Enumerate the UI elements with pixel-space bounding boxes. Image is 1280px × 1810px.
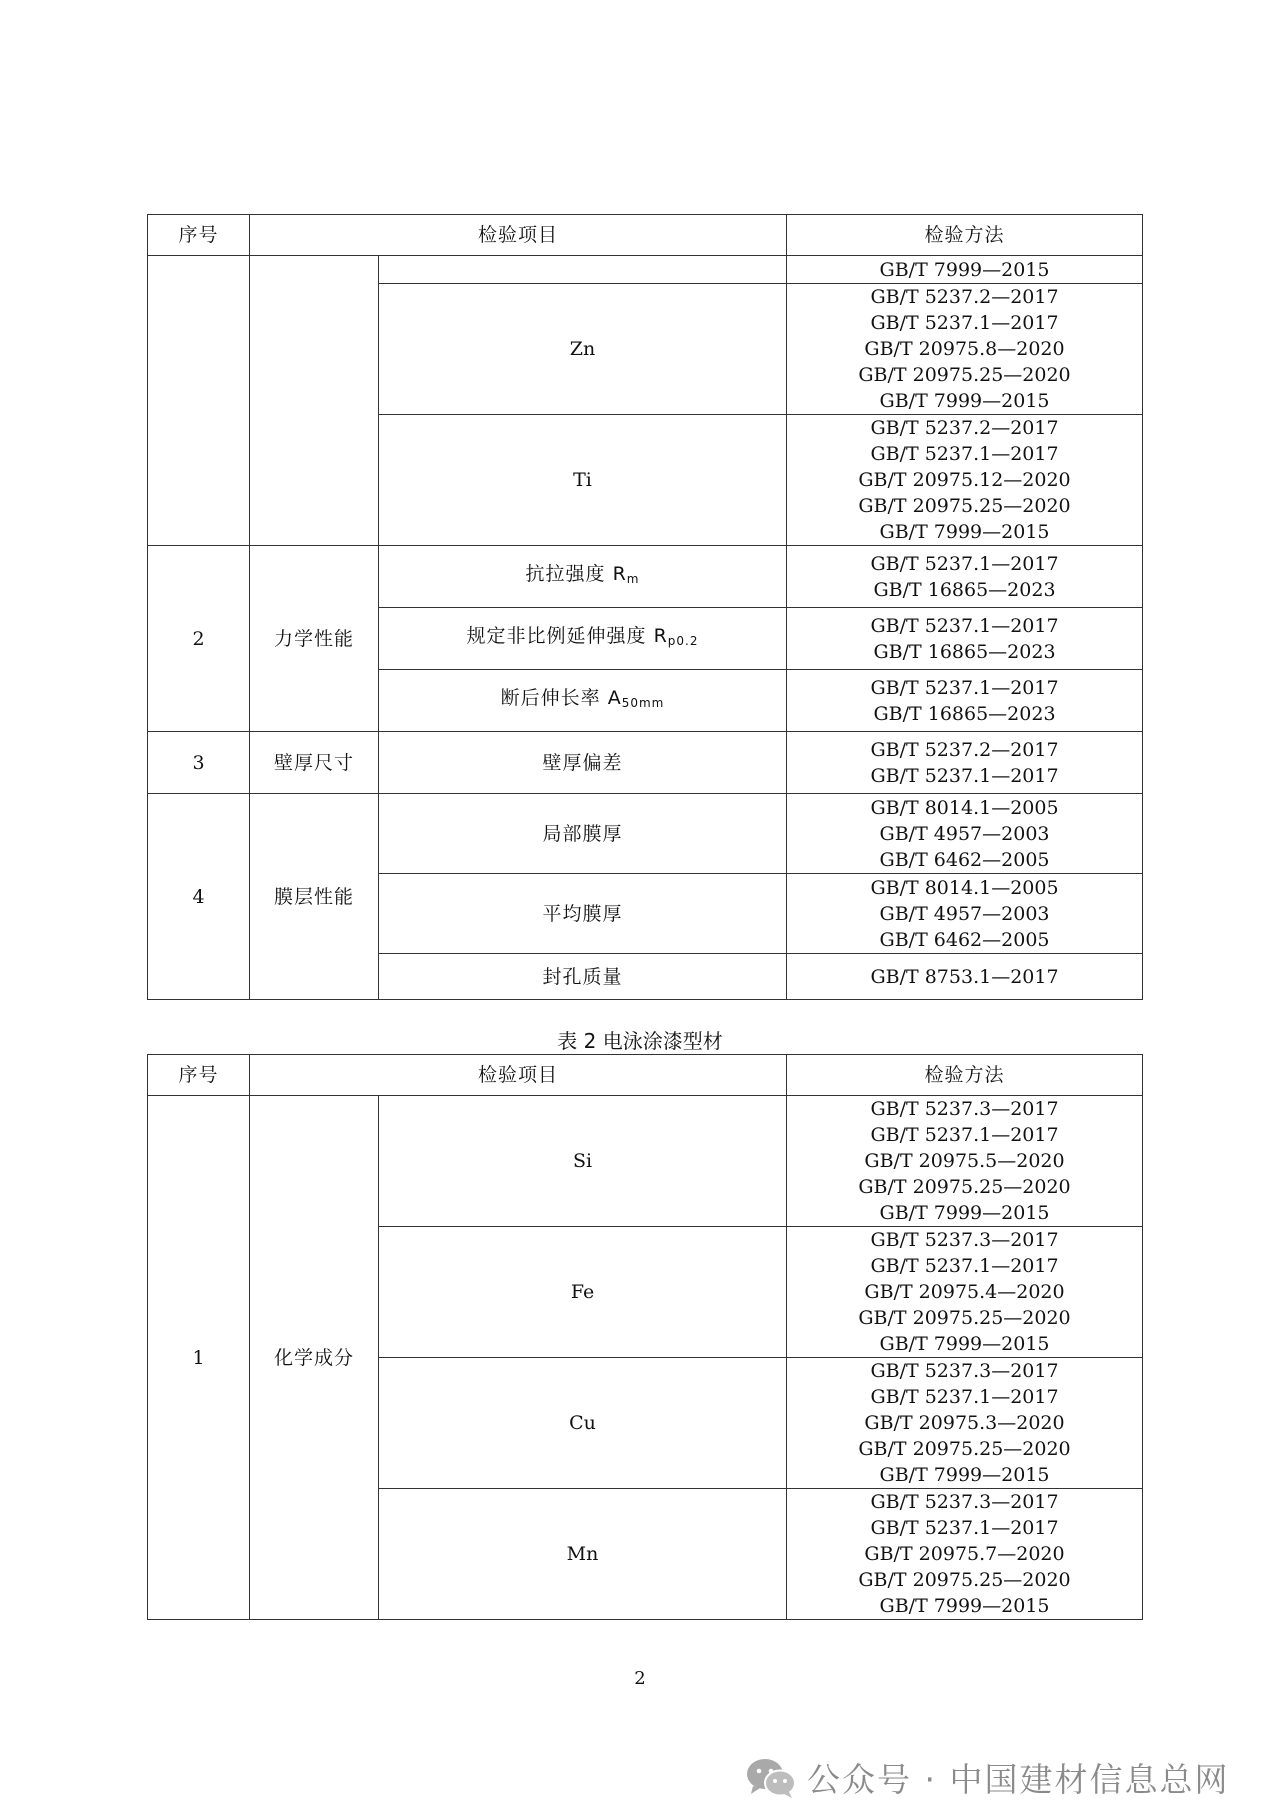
item-label: 规定非比例延伸强度 R <box>466 625 668 647</box>
standard-code: GB/T 7999—2015 <box>879 521 1050 543</box>
category-cell <box>250 256 379 546</box>
item-label: 断后伸长率 A <box>500 687 622 709</box>
standard-code: GB/T 5237.2—2017 <box>870 286 1059 308</box>
standard-code: GB/T 7999—2015 <box>879 1595 1050 1617</box>
table-1 <box>147 214 1143 1000</box>
element-cell-cu: Cu <box>379 1358 787 1489</box>
element-cell-si: Si <box>379 1096 787 1227</box>
standard-code: GB/T 5237.1—2017 <box>870 1124 1059 1146</box>
category-cell: 化学成分 <box>250 1096 379 1620</box>
seq-cell <box>148 256 250 546</box>
standard-code: GB/T 5237.1—2017 <box>870 676 1059 699</box>
item-label: 抗拉强度 R <box>525 563 627 585</box>
seq-cell: 3 <box>148 732 250 794</box>
method-cell <box>787 284 1143 415</box>
standard-code: GB/T 20975.25—2020 <box>858 1307 1071 1329</box>
item-subscript: p0.2 <box>667 634 699 648</box>
standard-code: GB/T 20975.4—2020 <box>864 1281 1065 1303</box>
standard-code: GB/T 5237.3—2017 <box>870 1360 1059 1382</box>
item-subscript: 50mm <box>621 696 665 710</box>
table-row <box>148 732 1143 794</box>
page-number: 2 <box>634 1668 646 1689</box>
item-cell-tensile <box>379 546 787 608</box>
category-cell: 力学性能 <box>250 546 379 732</box>
standard-code: GB/T 8014.1—2005 <box>870 876 1059 899</box>
standard-code: GB/T 8014.1—2005 <box>870 796 1059 819</box>
method-cell <box>787 608 1143 670</box>
standard-code: GB/T 6462—2005 <box>879 848 1050 871</box>
standard-code: GB/T 5237.3—2017 <box>870 1098 1059 1120</box>
standard-code: GB/T 5237.1—2017 <box>870 764 1059 787</box>
method-cell <box>787 415 1143 546</box>
standard-code: GB/T 7999—2015 <box>879 390 1050 412</box>
table-row <box>148 546 1143 608</box>
standard-code: GB/T 7999—2015 <box>879 1202 1050 1224</box>
standard-code: GB/T 16865—2023 <box>873 702 1056 725</box>
item-cell: 封孔质量 <box>379 954 787 1000</box>
standard-code: GB/T 4957—2003 <box>879 822 1050 845</box>
method-cell <box>787 1489 1143 1620</box>
standard-code: GB/T 5237.2—2017 <box>870 417 1059 439</box>
method-cell <box>787 670 1143 732</box>
standard-code: GB/T 16865—2023 <box>873 640 1056 663</box>
standard-code: GB/T 7999—2015 <box>879 1333 1050 1355</box>
standard-code: GB/T 7999—2015 <box>879 1464 1050 1486</box>
method-cell <box>787 1096 1143 1227</box>
standard-code: GB/T 5237.1—2017 <box>870 1517 1059 1539</box>
standard-code: GB/T 20975.12—2020 <box>858 469 1071 491</box>
table-row <box>148 1096 1143 1227</box>
seq-cell: 2 <box>148 546 250 732</box>
method-cell <box>787 1358 1143 1489</box>
element-cell-fe: Fe <box>379 1227 787 1358</box>
header-method: 检验方法 <box>787 215 1143 256</box>
standard-code: GB/T 5237.1—2017 <box>870 312 1059 334</box>
element-cell-ti: Ti <box>379 415 787 546</box>
method-cell <box>787 546 1143 608</box>
standard-code: GB/T 20975.25—2020 <box>858 1176 1071 1198</box>
standard-code: GB/T 8753.1—2017 <box>870 965 1059 988</box>
standard-code: GB/T 20975.25—2020 <box>858 364 1071 386</box>
header-item: 检验项目 <box>250 215 787 256</box>
table-row <box>148 794 1143 874</box>
standard-code: GB/T 20975.25—2020 <box>858 1438 1071 1460</box>
seq-cell: 1 <box>148 1096 250 1620</box>
standard-code: GB/T 20975.25—2020 <box>858 1569 1071 1591</box>
standard-code: GB/T 20975.8—2020 <box>864 338 1065 360</box>
standard-code: GB/T 5237.1—2017 <box>870 614 1059 637</box>
method-cell <box>787 954 1143 1000</box>
header-seq: 序号 <box>148 1055 250 1096</box>
method-cell <box>787 874 1143 954</box>
header-seq: 序号 <box>148 215 250 256</box>
standard-code: GB/T 20975.5—2020 <box>864 1150 1065 1172</box>
standard-code: GB/T 7999—2015 <box>879 258 1050 281</box>
item-subscript: m <box>626 572 640 586</box>
element-cell-zn: Zn <box>379 284 787 415</box>
item-cell: 平均膜厚 <box>379 874 787 954</box>
item-cell: 壁厚偏差 <box>379 732 787 794</box>
category-cell: 壁厚尺寸 <box>250 732 379 794</box>
standard-code: GB/T 5237.3—2017 <box>870 1229 1059 1251</box>
header-method: 检验方法 <box>787 1055 1143 1096</box>
standard-code: GB/T 5237.3—2017 <box>870 1491 1059 1513</box>
standard-code: GB/T 20975.3—2020 <box>864 1412 1065 1434</box>
method-cell <box>787 1227 1143 1358</box>
item-cell <box>379 256 787 284</box>
watermark <box>745 1754 1229 1801</box>
header-item: 检验项目 <box>250 1055 787 1096</box>
watermark-text: 公众号 · 中国建材信息总网 <box>807 1760 1230 1799</box>
seq-cell: 4 <box>148 794 250 1000</box>
method-cell <box>787 794 1143 874</box>
standard-code: GB/T 4957—2003 <box>879 902 1050 925</box>
method-cell <box>787 256 1143 284</box>
standard-code: GB/T 5237.2—2017 <box>870 738 1059 761</box>
standard-code: GB/T 16865—2023 <box>873 578 1056 601</box>
item-cell: 局部膜厚 <box>379 794 787 874</box>
standard-code: GB/T 20975.25—2020 <box>858 495 1071 517</box>
standard-code: GB/T 6462—2005 <box>879 928 1050 951</box>
standard-code: GB/T 5237.1—2017 <box>870 1386 1059 1408</box>
item-cell-proof <box>379 608 787 670</box>
standard-code: GB/T 5237.1—2017 <box>870 443 1059 465</box>
standard-code: GB/T 20975.7—2020 <box>864 1543 1065 1565</box>
wechat-icon <box>745 1756 797 1800</box>
table-row <box>148 256 1143 284</box>
method-cell <box>787 732 1143 794</box>
category-cell: 膜层性能 <box>250 794 379 1000</box>
item-cell-elongation <box>379 670 787 732</box>
table-header-row <box>148 1055 1143 1096</box>
table-2 <box>147 1054 1143 1620</box>
standard-code: GB/T 5237.1—2017 <box>870 552 1059 575</box>
table-2-caption: 表 2 电泳涂漆型材 <box>557 1029 723 1053</box>
standard-code: GB/T 5237.1—2017 <box>870 1255 1059 1277</box>
element-cell-mn: Mn <box>379 1489 787 1620</box>
table-header-row <box>148 215 1143 256</box>
